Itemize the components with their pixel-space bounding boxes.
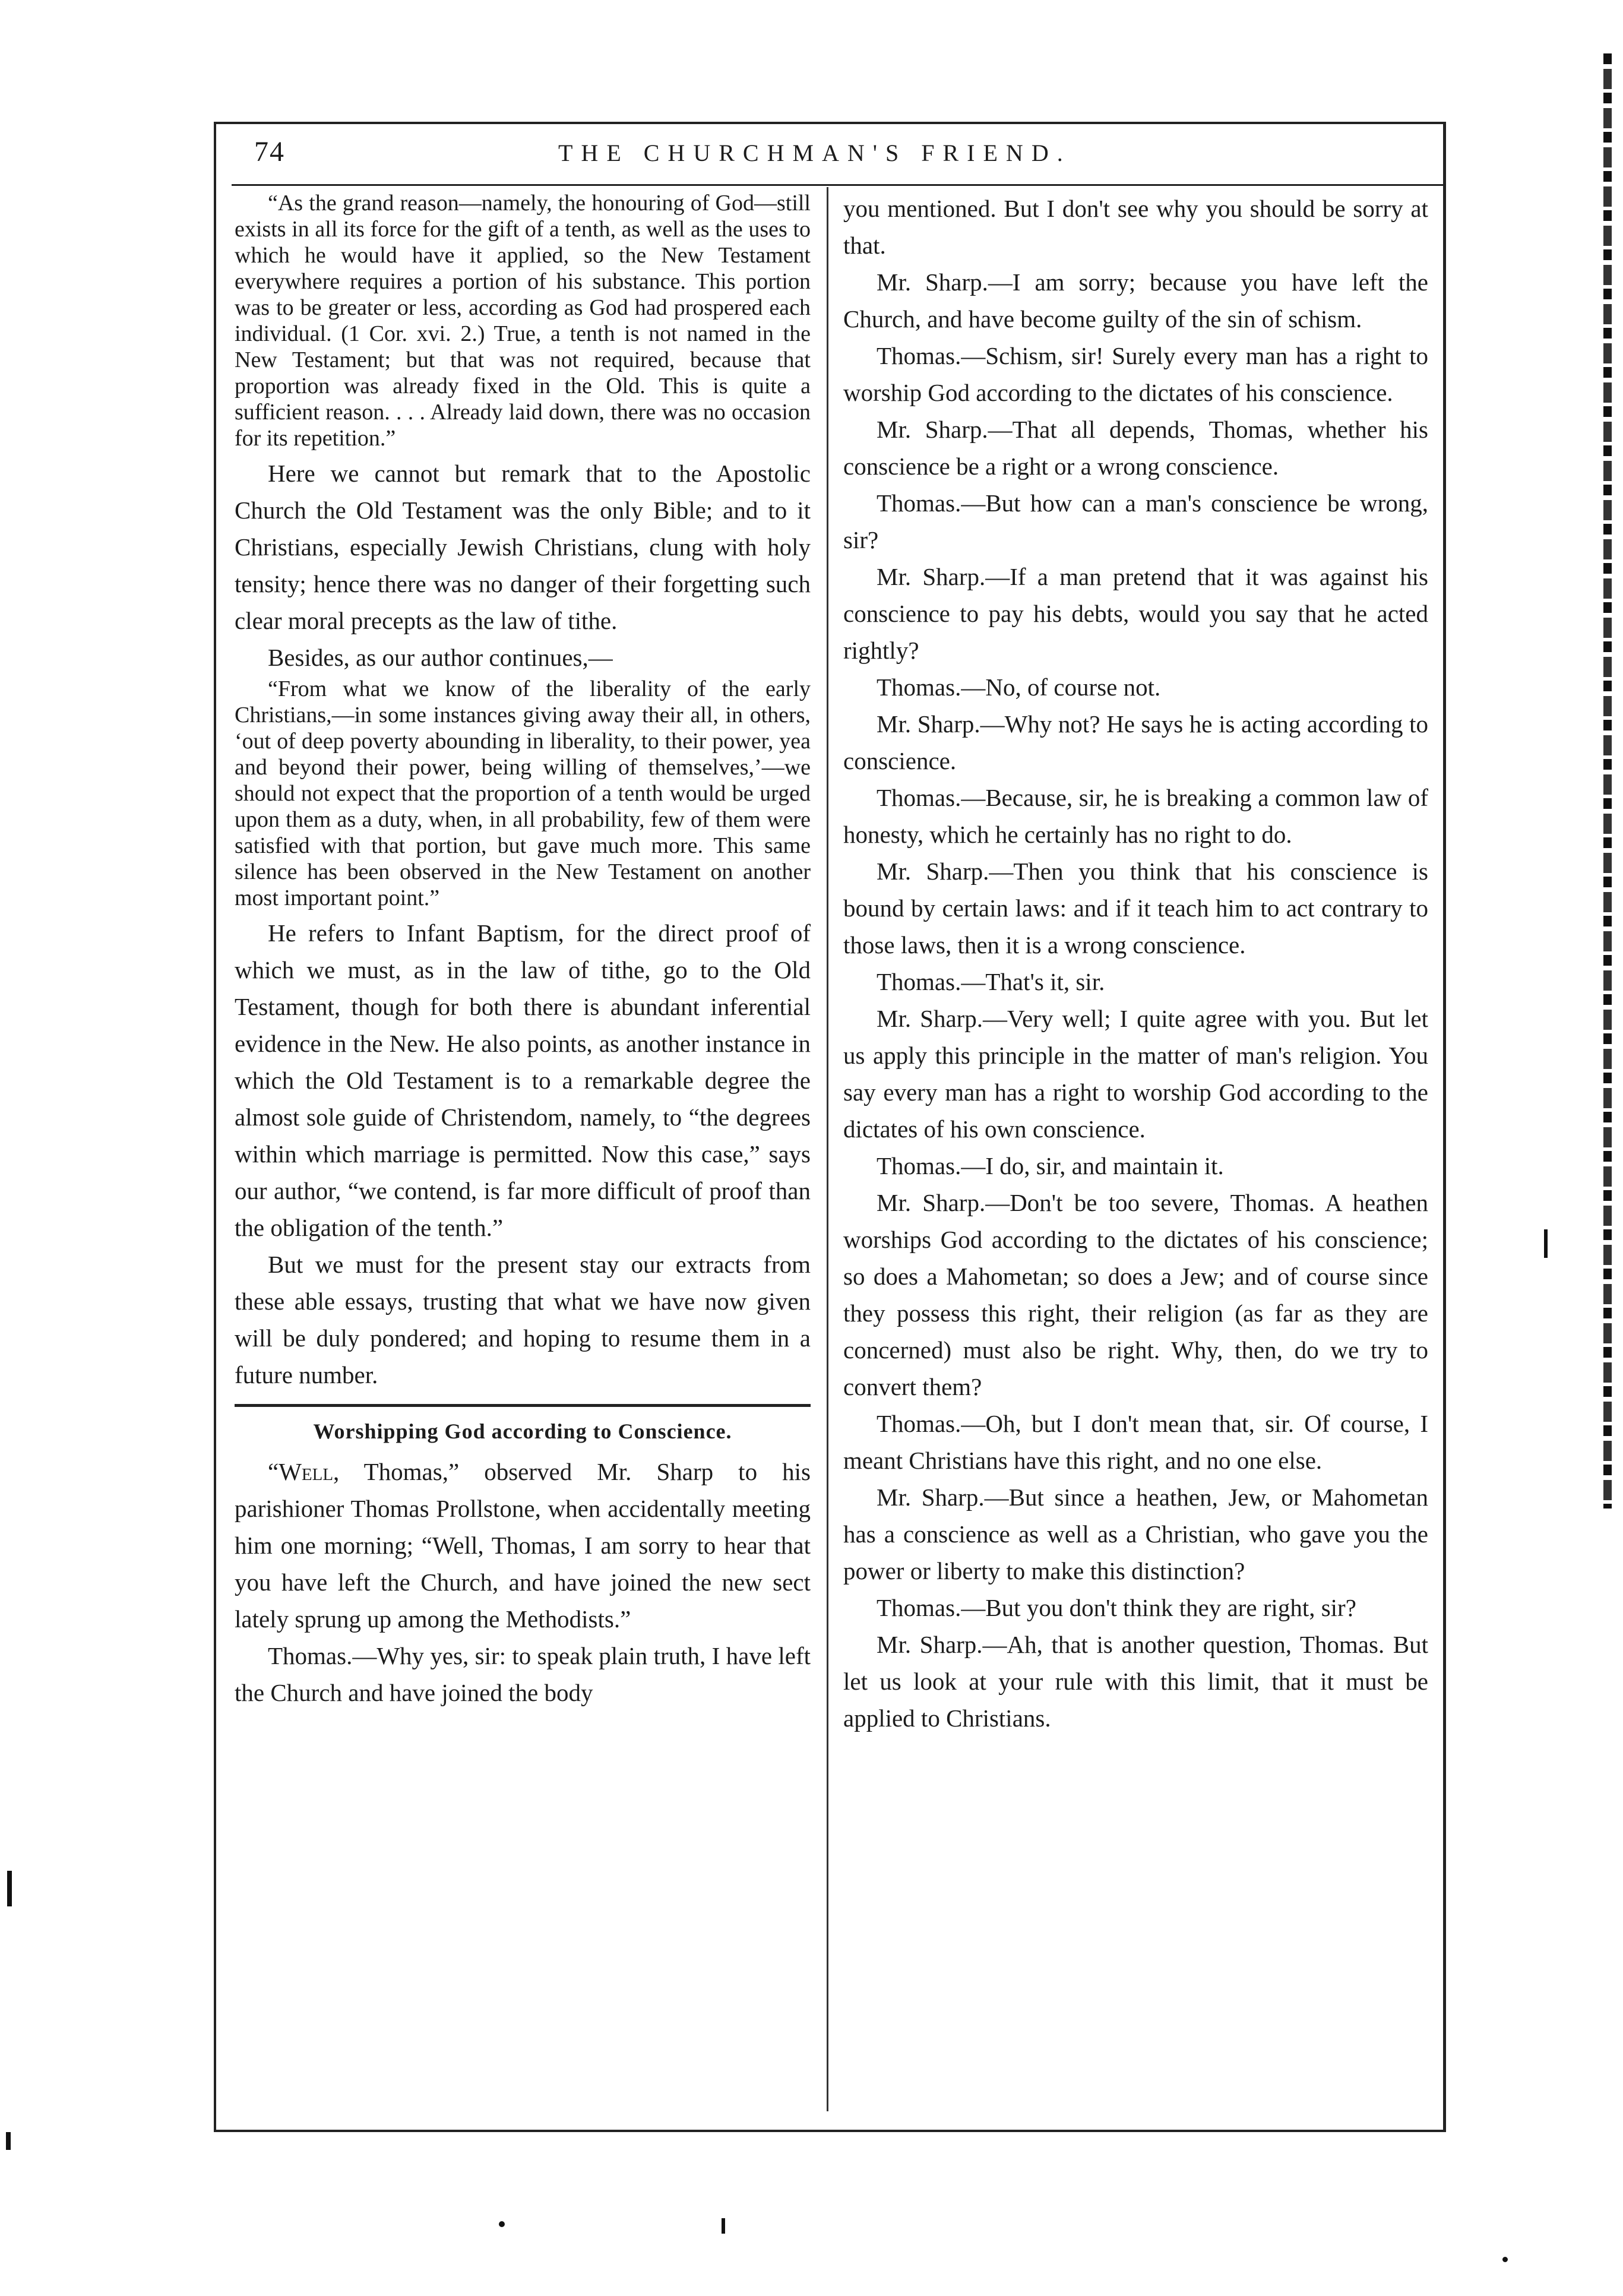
dialogue-line: Mr. Sharp.—I am sorry; because you have left the Church, and have become guilty of the sin of schism. <box>843 268 1428 333</box>
dialogue-line: Thomas.—But how can a man's conscience be wrong, sir? <box>843 489 1428 554</box>
dialogue-line: Thomas.—Schism, sir! Surely every man has a right to worship God according to the dictates of his conscience. <box>843 342 1428 406</box>
left-column <box>235 190 811 1711</box>
scan-speck <box>7 1871 12 1906</box>
section-heading: Worshipping God according to Conscience. <box>313 1419 732 1443</box>
page-number: 74 <box>254 136 285 167</box>
dialogue-line: Thomas.—I do, sir, and maintain it. <box>877 1152 1224 1179</box>
paragraph-author-continues: Besides, as our author continues,— <box>268 644 613 671</box>
dialogue-line: Mr. Sharp.—Then you think that his conscience is bound by certain laws: and if it teach him to act contrary to those laws, then it is a wrong conscience. <box>843 858 1428 959</box>
paragraph-infant-baptism: He refers to Infant Baptism, for the direct proof of which we must, as in the law of tithe, go to the Old Testament, though for both there is abundant inferential evidence in the New. He also points, as another instance in which the Old Testament is to a remarkable degree the almost sole guide of Christendom, namely, to “the degrees within which marriage is permitted. Now this case,” says our author, “we contend, is far more difficult of proof than the obligation of the tenth.” <box>235 919 811 1241</box>
dialogue-line: Thomas.—Oh, but I don't mean that, sir. Of course, I meant Christians have this right, and no one else. <box>843 1410 1428 1474</box>
quote-tithe: “As the grand reason—namely, the honouring of God—still exists in all its force for the gift of a tenth, as well as the uses to which he would have it applied, so the New Testament everywhere requires a portion of his substance. This portion was to be greater or less, according as God had prospered each individual. (1 Cor. xvi. 2.) True, a tenth is not named in the New Testament; but that was not required, because that proportion was already fixed in the Old. This is quite a sufficient reason. . . . Already laid down, there was no occasion for its repetition.” <box>235 191 811 451</box>
binding-edge-mark <box>1603 53 1612 1508</box>
dialogue-line: Mr. Sharp.—But since a heathen, Jew, or Mahometan has a conscience as well as a Christian, who gave you the power or liberty to make this distinction? <box>843 1484 1428 1585</box>
paragraph-opening-dialogue <box>235 1453 811 1637</box>
dialogue-line: Mr. Sharp.—If a man pretend that it was against his conscience to pay his debts, would you say that he acted rightly? <box>843 563 1428 664</box>
dialogue-line: Thomas.—Because, sir, he is breaking a common law of honesty, which he certainly has no right to do. <box>843 784 1428 848</box>
dialogue-line: Thomas.—That's it, sir. <box>877 968 1105 995</box>
dialogue-line: Mr. Sharp.—Why not? He says he is acting according to conscience. <box>843 710 1428 774</box>
dialogue-line: Mr. Sharp.—That all depends, Thomas, whether his conscience be a right or a wrong conscience. <box>843 416 1428 480</box>
column-divider <box>827 187 828 2111</box>
header-rule <box>232 184 1443 186</box>
running-title: THE CHURCHMAN'S FRIEND. <box>558 140 1071 166</box>
dialogue-line: Mr. Sharp.—Ah, that is another question, Thomas. But let us look at your rule with this limit, that it must be applied to Christians. <box>843 1631 1428 1732</box>
section-rule <box>235 1404 811 1407</box>
dialogue-line: Thomas.—But you don't think they are right, sir? <box>877 1594 1356 1621</box>
dialogue-line: Thomas.—No, of course not. <box>877 673 1161 701</box>
right-column <box>843 190 1428 1737</box>
dialogue-line: Mr. Sharp.—Very well; I quite agree with you. But let us apply this principle in the matter of man's religion. You say every man has a right to worship God according to the dictates of his own conscience. <box>843 1005 1428 1143</box>
scan-speck <box>1544 1229 1548 1258</box>
paragraph-apostolic-church: Here we cannot but remark that to the Apostolic Church the Old Testament was the only Bible; and to it Christians, especially Jewish Christians, clung with holy tensity; hence there was no danger of their forgetting such clear moral precepts as the law of tithe. <box>235 460 811 634</box>
page-header <box>249 135 1431 183</box>
dialogue-line: Mr. Sharp.—Don't be too severe, Thomas. A heathen worships God according to the dictates of his conscience; so does a Mahometan; so does a Jew; and of course since they possess this right, their religion (as far as they are concerned) must also be right. Why, then, do we try to convert them? <box>843 1189 1428 1400</box>
opening-dialogue-text: Thomas,” observed Mr. Sharp to his parishioner Thomas Prollstone, when accidentally meeting him one morning; “Well, Thomas, I am sorry to hear that you have left the Church, and have joined the new sect lately sprung up among the Methodists.” <box>235 1458 811 1633</box>
scan-speck <box>722 2218 725 2234</box>
paragraph-stay-extracts: But we must for the present stay our extracts from these able essays, trusting that what we have now given will be duly pondered; and hoping to resume them in a future number. <box>235 1251 811 1389</box>
scan-speck <box>499 2221 505 2227</box>
dialogue-line: you mentioned. But I don't see why you should be sorry at that. <box>843 195 1428 259</box>
quote-liberality: “From what we know of the liberality of the early Christians,—in some instances giving away their all, in others, ‘out of deep poverty abounding in liberality, to their power, yea and beyond their power, being willing of themselves,’—we should not expect that the proportion of a tenth would be urged upon them as a duty, when, in all probability, few of them were satisfied with that portion, but gave much more. This same silence has been observed in the New Testament on another most important point.” <box>235 676 811 910</box>
scan-speck <box>6 2132 11 2150</box>
paragraph-thomas-reply: Thomas.—Why yes, sir: to speak plain truth, I have left the Church and have joined the body <box>235 1642 811 1706</box>
scan-speck <box>1502 2257 1508 2262</box>
dropcap-word: “Well, <box>268 1458 340 1485</box>
